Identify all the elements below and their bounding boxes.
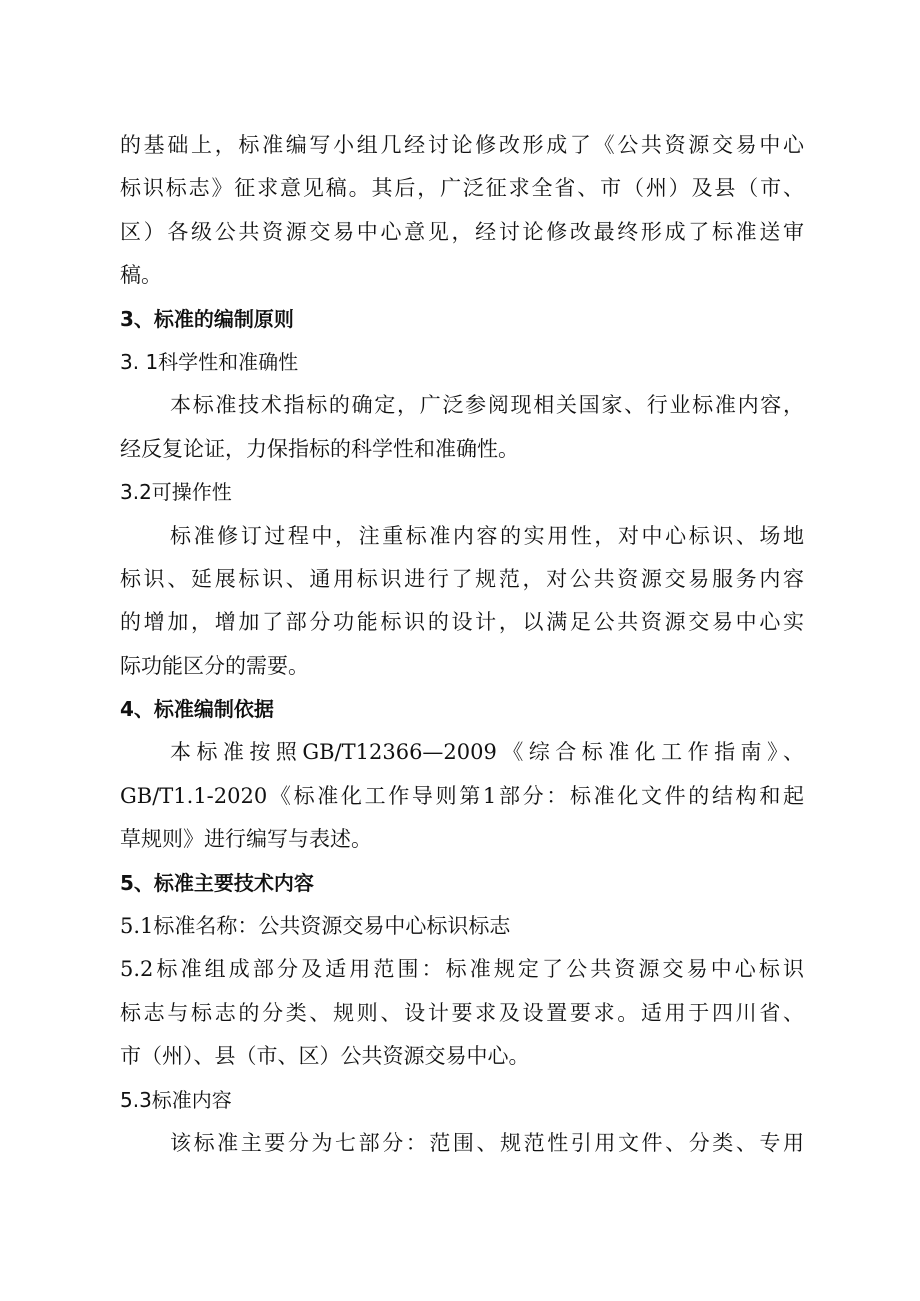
section-3-2-line-1: 标准修订过程中，注重标准内容的实用性，对中心标识、场地 bbox=[170, 523, 804, 548]
section-3-heading: 3、标准的编制原则 bbox=[120, 306, 294, 331]
section-5-3-line-1: 该标准主要分为七部分：范围、规范性引用文件、分类、专用 bbox=[170, 1130, 804, 1155]
section-4-line-3: 草规则》进行编写与表述。 bbox=[120, 827, 372, 852]
section-3-1-line-2: 经反复论证，力保指标的科学性和准确性。 bbox=[120, 436, 519, 461]
section-4-heading: 4、标准编制依据 bbox=[120, 697, 274, 722]
section-4-line-2: GB/T1.1-2020《标准化工作导则第1部分：标准化文件的结构和起 bbox=[120, 783, 804, 808]
intro-line-3: 区）各级公共资源交易中心意见，经讨论修改最终形成了标准送审 bbox=[120, 219, 804, 244]
section-3-2-line-2: 标识、延展标识、通用标识进行了规范，对公共资源交易服务内容 bbox=[120, 566, 804, 591]
section-5-3-heading: 5.3标准内容 bbox=[120, 1087, 232, 1112]
section-3-2-line-4: 际功能区分的需要。 bbox=[120, 653, 309, 678]
section-4-line-1: 本标准按照GB/T12366—2009《综合标准化工作指南》、 bbox=[170, 740, 804, 765]
intro-line-4: 稿。 bbox=[120, 263, 162, 288]
section-5-2-line-1: 5.2标准组成部分及适用范围：标准规定了公共资源交易中心标识 bbox=[120, 957, 804, 982]
section-3-2-heading: 3.2可操作性 bbox=[120, 480, 232, 505]
section-3-1-line-1: 本标准技术指标的确定，广泛参阅现相关国家、行业标准内容， bbox=[170, 393, 804, 418]
intro-line-1: 的基础上，标准编写小组几经讨论修改形成了《公共资源交易中心 bbox=[120, 133, 804, 157]
section-3-1-heading: 3. 1科学性和准确性 bbox=[120, 349, 299, 374]
document-body bbox=[120, 124, 804, 1165]
section-5-1-item: 5.1标准名称：公共资源交易中心标识标志 bbox=[120, 914, 511, 939]
section-3-2-line-3: 的增加，增加了部分功能标识的设计，以满足公共资源交易中心实 bbox=[120, 610, 804, 635]
section-5-heading: 5、标准主要技术内容 bbox=[120, 870, 314, 895]
intro-line-2: 标识标志》征求意见稿。其后，广泛征求全省、市（州）及县（市、 bbox=[120, 176, 804, 201]
section-5-2-line-2: 标志与标志的分类、规则、设计要求及设置要求。适用于四川省、 bbox=[120, 1000, 804, 1025]
section-5-2-line-3: 市（州）、县（市、区）公共资源交易中心。 bbox=[120, 1044, 530, 1069]
